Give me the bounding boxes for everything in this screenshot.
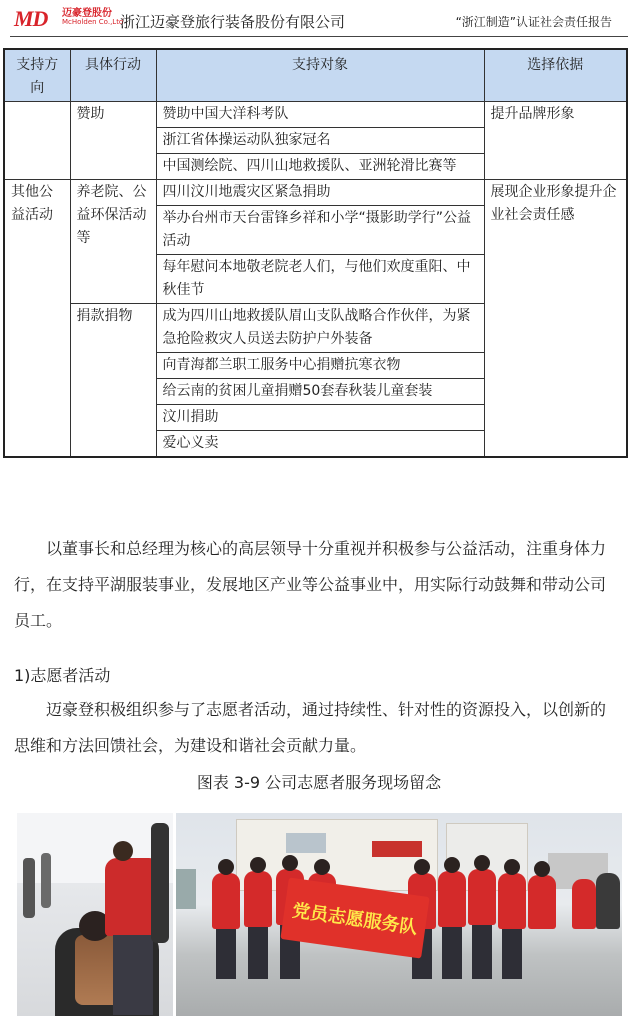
target-cell: 举办台州市天台雷锋乡祥和小学“摄影助学行”公益活动 — [156, 206, 484, 255]
target-cell: 中国测绘院、四川山地救援队、亚洲轮滑比赛等 — [156, 154, 484, 180]
body-paragraph: 以董事长和总经理为核心的高层领导十分重视并积极参与公益活动，注重身体力行，在支持平湖服装事业，发展地区产业等公益事业中，用实际行动鼓舞和带动公司员工。 — [14, 539, 607, 630]
basis-cell: 提升品牌形象 — [484, 102, 627, 180]
target-cell: 向青海都兰职工服务中心捐赠抗寒衣物 — [156, 353, 484, 379]
body-paragraph: 迈豪登积极组织参与了志愿者活动，通过持续性、针对性的资源投入，以创新的思维和方法回馈社会，为建设和谐社会贡献力量。 — [14, 700, 607, 755]
direction-cell: 其他公益活动 — [4, 180, 70, 458]
target-cell: 给云南的贫困儿童捐赠50套春秋装儿童套装 — [156, 379, 484, 405]
volunteer-haircut-photo — [17, 813, 173, 1016]
column-header: 支持对象 — [156, 49, 484, 102]
column-header: 支持方向 — [4, 49, 70, 102]
target-cell: 四川汶川地震灾区紧急捐助 — [156, 180, 484, 206]
table-header-row — [4, 49, 627, 102]
action-cell: 捐款捐物 — [70, 304, 156, 458]
table-row — [4, 102, 627, 128]
figure-caption: 图表 3-9 公司志愿者服务现场留念 — [196, 773, 442, 792]
report-title: “浙江制造”认证社会责任报告 — [455, 15, 612, 29]
direction-cell — [4, 102, 70, 180]
page-header — [0, 0, 638, 42]
target-cell: 爱心义卖 — [156, 431, 484, 458]
target-cell: 赞助中国大洋科考队 — [156, 102, 484, 128]
target-cell: 成为四川山地救援队眉山支队战略合作伙伴，为紧急抢险救灾人员送去防护户外装备 — [156, 304, 484, 353]
action-cell: 养老院、公益环保活动等 — [70, 180, 156, 304]
company-name: 浙江迈豪登旅行装备股份有限公司 — [120, 13, 346, 31]
column-header: 具体行动 — [70, 49, 156, 102]
target-cell: 汶川捐助 — [156, 405, 484, 431]
column-header: 选择依据 — [484, 49, 627, 102]
target-cell: 浙江省体操运动队独家冠名 — [156, 128, 484, 154]
volunteer-group-photo — [176, 813, 622, 1016]
target-cell: 每年慰问本地敬老院老人们，与他们欢度重阳、中秋佳节 — [156, 255, 484, 304]
banner-text: 党员志愿服务队 — [290, 900, 419, 939]
section-heading: 1)志愿者活动 — [14, 666, 111, 685]
table-row — [4, 180, 627, 206]
basis-cell: 展现企业形象提升企业社会责任感 — [484, 180, 627, 458]
header-rule — [10, 36, 628, 37]
action-cell: 赞助 — [70, 102, 156, 180]
company-logo: MD 迈豪登股份 McHolden Co.,Ltd — [14, 6, 124, 31]
support-table — [3, 48, 628, 458]
